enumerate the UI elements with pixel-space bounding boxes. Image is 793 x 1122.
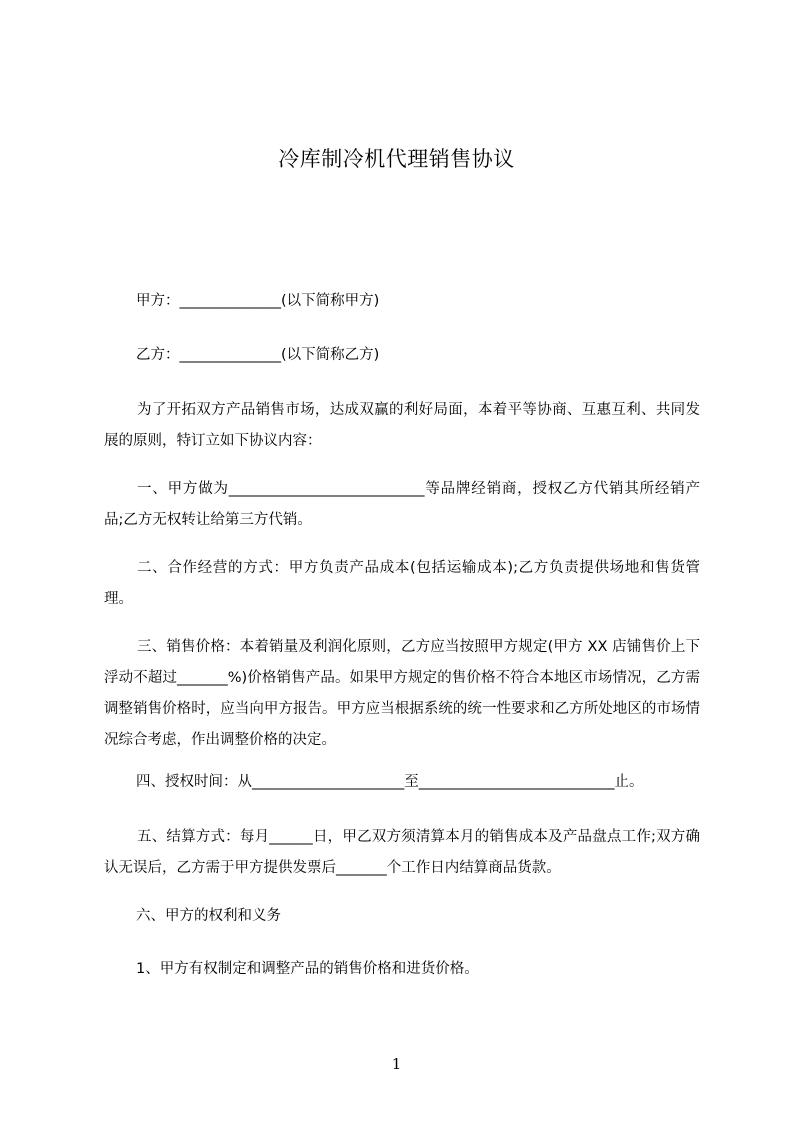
document-title: 冷库制冷机代理销售协议 [278,147,515,171]
clause-3-paragraph: 三、销售价格：本着销量及利润化原则，乙方应当按照甲方规定(甲方 XX 店铺售价上下浮动不超过_______%)价格销售产品。如果甲方规定的售价格不符合本地区市场情况，乙方需调整销售价格时，应当向甲方报告。甲方应当根据系统的统一性要求和乙方所处地区的市场情况综合考虑，作出调整价格的决定。 [104,639,700,748]
clause-6-1-line: 1、甲方有权制定和调整产品的销售价格和进货价格。 [136,961,479,977]
party-b-line: 乙方：______________(以下简称乙方) [136,347,380,363]
clause-6-heading: 六、甲方的权利和义务 [136,908,281,924]
clause-1-paragraph: 一、甲方做为___________________________等品牌经销商，授权乙方代销其所经销产品;乙方无权转让给第三方代销。 [104,481,700,528]
clause-2-paragraph: 二、合作经营的方式：甲方负责产品成本(包括运输成本);乙方负责提供场地和售货管理。 [104,560,700,607]
clause-5-paragraph: 五、结算方式：每月______日，甲乙双方须清算本月的销售成本及产品盘点工作;双方确认无误后，乙方需于甲方提供发票后_______个工作日内结算商品货款。 [104,829,700,876]
party-a-line: 甲方：______________(以下简称甲方) [136,293,380,309]
page-number: 1 [391,1055,402,1073]
preamble-paragraph: 为了开拓双方产品销售市场，达成双赢的利好局面，本着平等协商、互惠互利、共同发展的原则，特订立如下协议内容： [104,402,700,449]
clause-4-line: 四、授权时间：从_____________________至___________________________止。 [136,774,644,790]
